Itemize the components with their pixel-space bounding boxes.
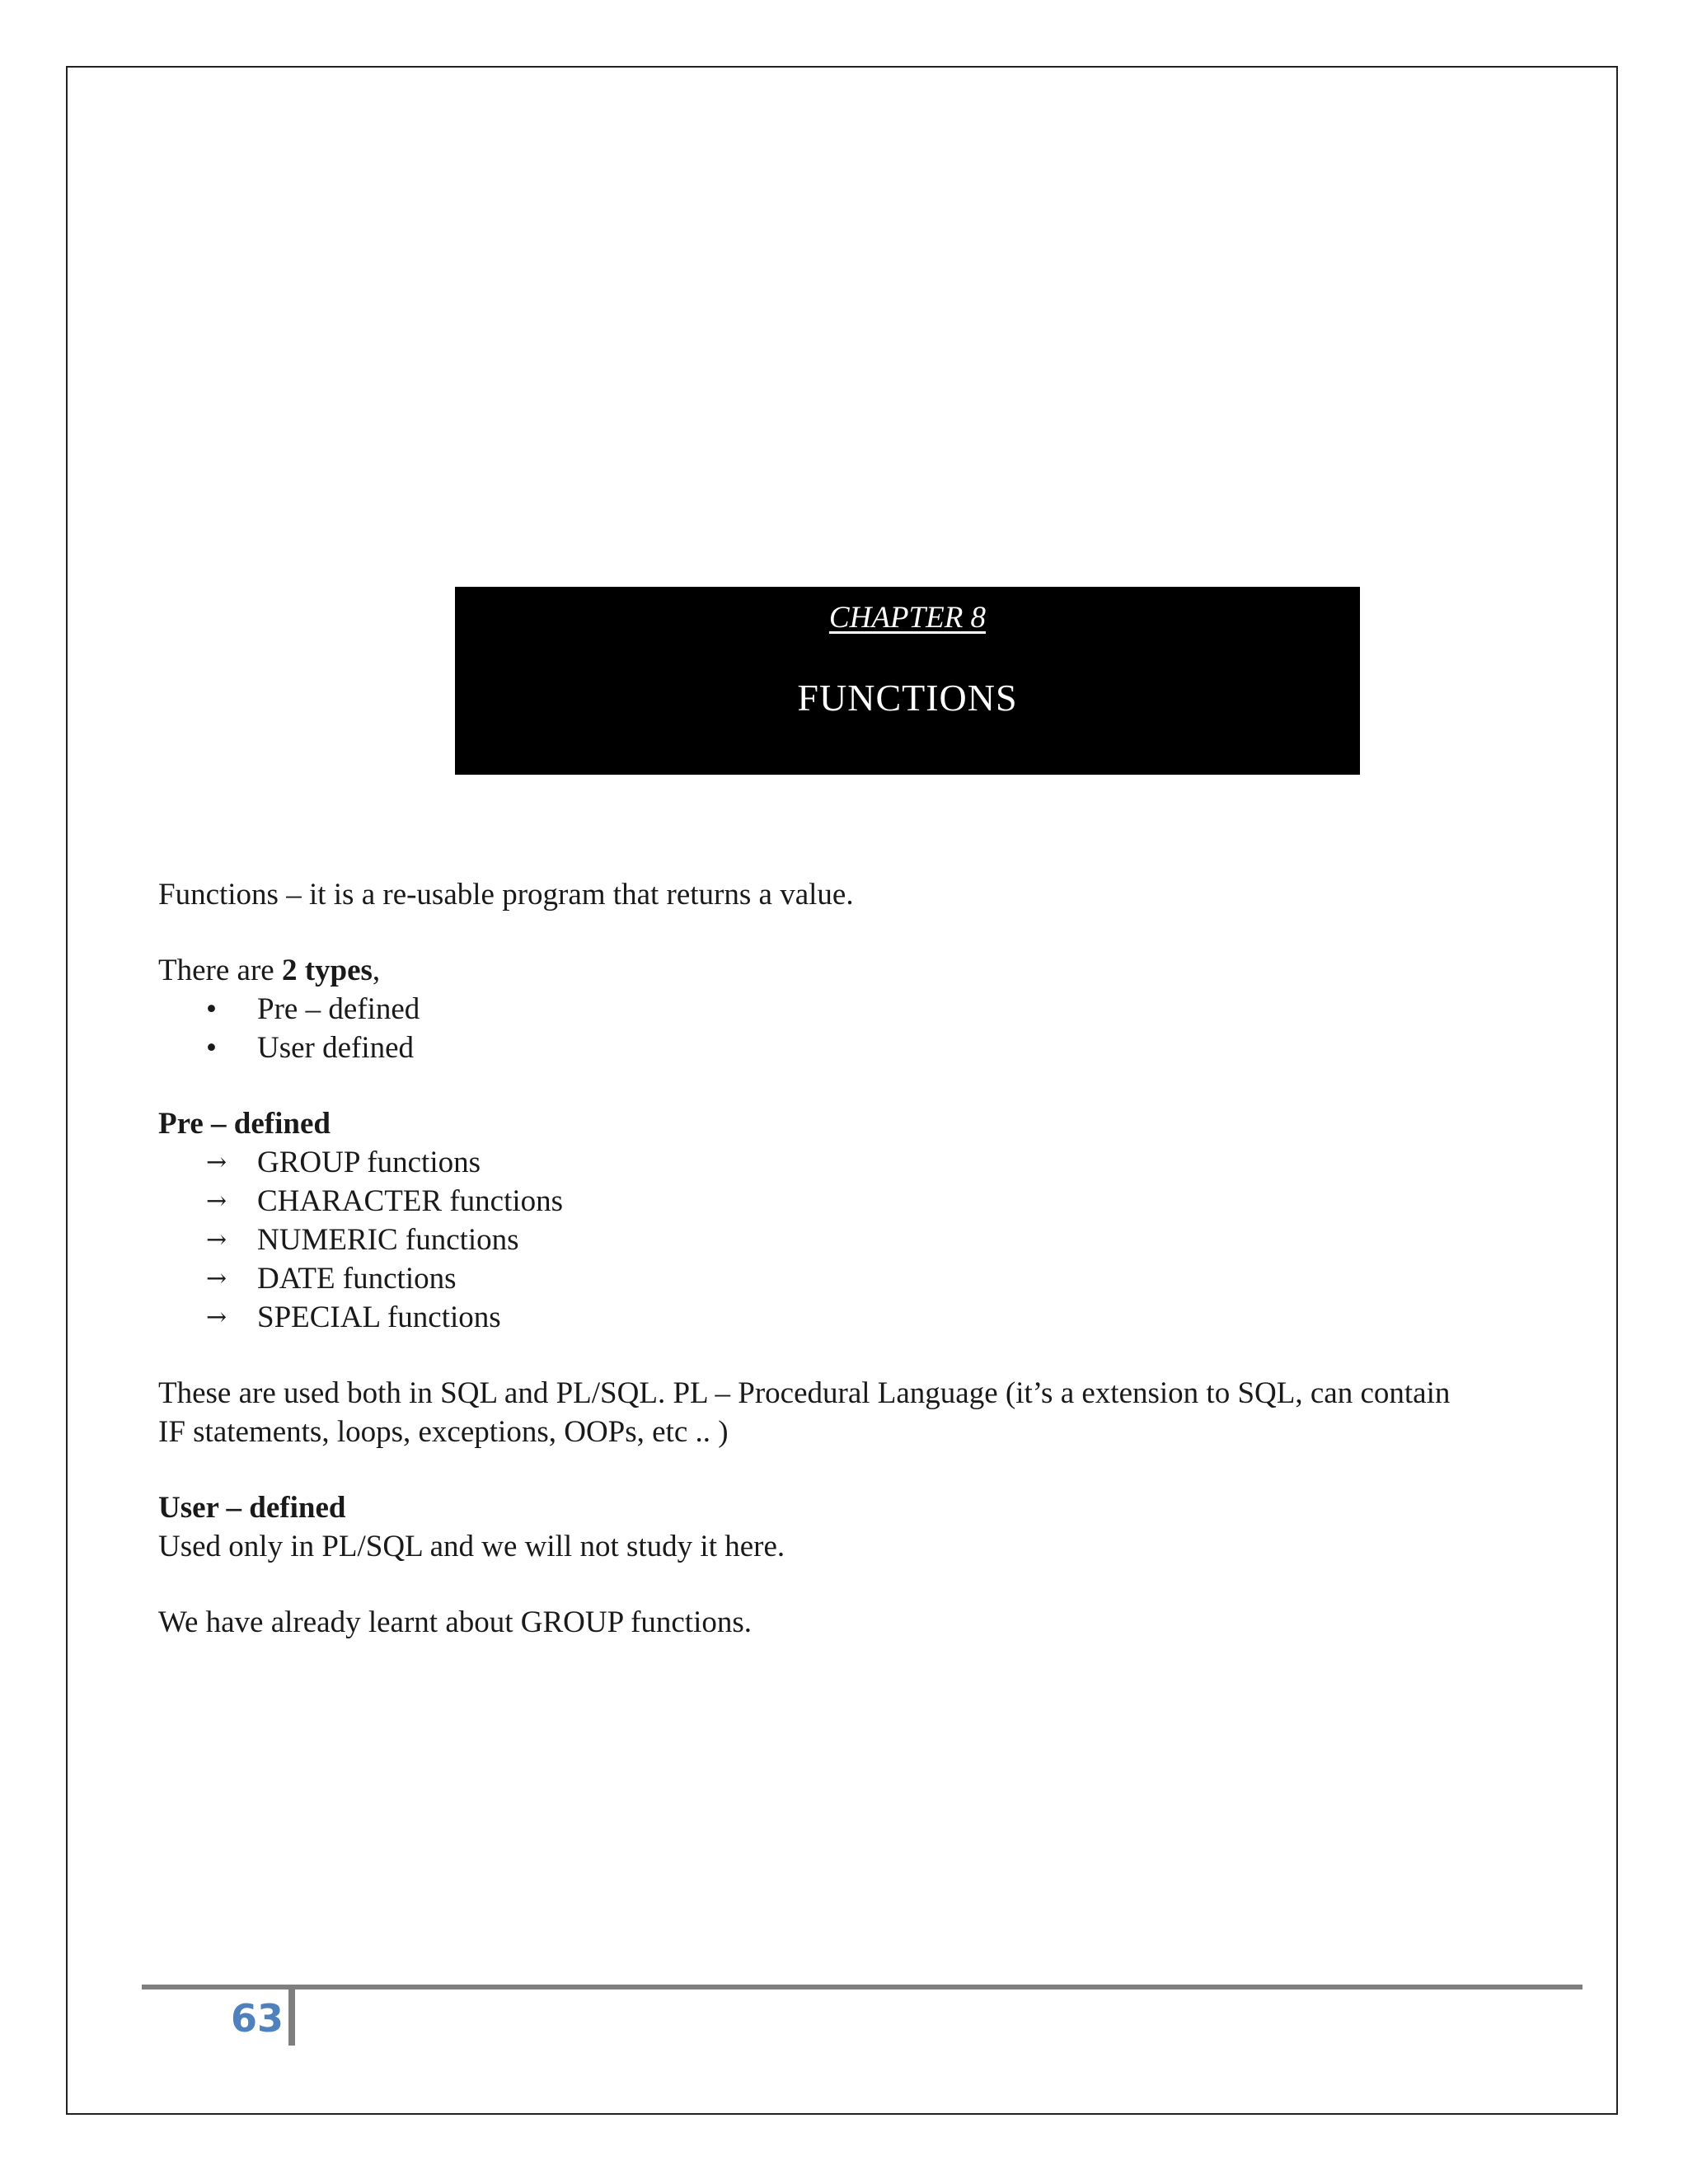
list-item xyxy=(158,1143,1576,1182)
chapter-title: FUNCTIONS xyxy=(797,677,1018,719)
bullet-icon: • xyxy=(206,992,217,1026)
arrow-right-icon: → xyxy=(206,1226,227,1254)
list-item xyxy=(158,1298,1576,1337)
arrow-right-icon: → xyxy=(206,1264,227,1293)
list-item-label: NUMERIC functions xyxy=(257,1223,519,1257)
arrow-right-icon: → xyxy=(206,1187,227,1216)
types-lead-prefix: There are xyxy=(158,954,282,987)
types-lead-suffix: , xyxy=(372,954,381,987)
arrow-right-icon: → xyxy=(206,1303,227,1332)
page-content xyxy=(158,875,1576,1642)
pre-defined-heading: Pre – defined xyxy=(158,1107,331,1141)
list-item xyxy=(158,1259,1576,1298)
types-lead-bold: 2 types xyxy=(281,954,373,987)
pre-defined-note-line-2: IF statements, loops, exceptions, OOPs, etc .. ) xyxy=(158,1415,729,1449)
chapter-header-box xyxy=(455,587,1360,775)
list-item xyxy=(158,1029,1576,1067)
list-item-label: GROUP functions xyxy=(257,1146,481,1179)
bullet-icon: • xyxy=(206,1031,217,1065)
user-defined-heading: User – defined xyxy=(158,1491,346,1525)
closing-paragraph: We have already learnt about GROUP functions. xyxy=(158,1605,753,1639)
list-item-label: CHARACTER functions xyxy=(257,1184,564,1218)
footer-rule xyxy=(142,1985,1582,1990)
types-lead xyxy=(158,951,1576,990)
intro-paragraph: Functions – it is a re-usable program that returns a value. xyxy=(158,878,854,912)
list-item-label: SPECIAL functions xyxy=(257,1301,501,1334)
footer-divider xyxy=(288,1990,295,2046)
list-item-label: Pre – defined xyxy=(257,992,420,1026)
list-item-label: User defined xyxy=(257,1031,415,1065)
list-item xyxy=(158,990,1576,1029)
list-item xyxy=(158,1182,1576,1221)
user-defined-text: Used only in PL/SQL and we will not study it here. xyxy=(158,1530,785,1563)
chapter-label: CHAPTER 8 xyxy=(828,601,987,635)
arrow-right-icon: → xyxy=(206,1148,227,1177)
types-list xyxy=(158,990,1576,1067)
page-number: 63 xyxy=(231,1996,284,2041)
list-item xyxy=(158,1221,1576,1259)
pre-defined-list xyxy=(158,1143,1576,1337)
pre-defined-note-line-1: These are used both in SQL and PL/SQL. PL – Procedural Language (it’s a extension to SQL, can contain xyxy=(158,1376,1451,1410)
list-item-label: DATE functions xyxy=(257,1262,457,1296)
